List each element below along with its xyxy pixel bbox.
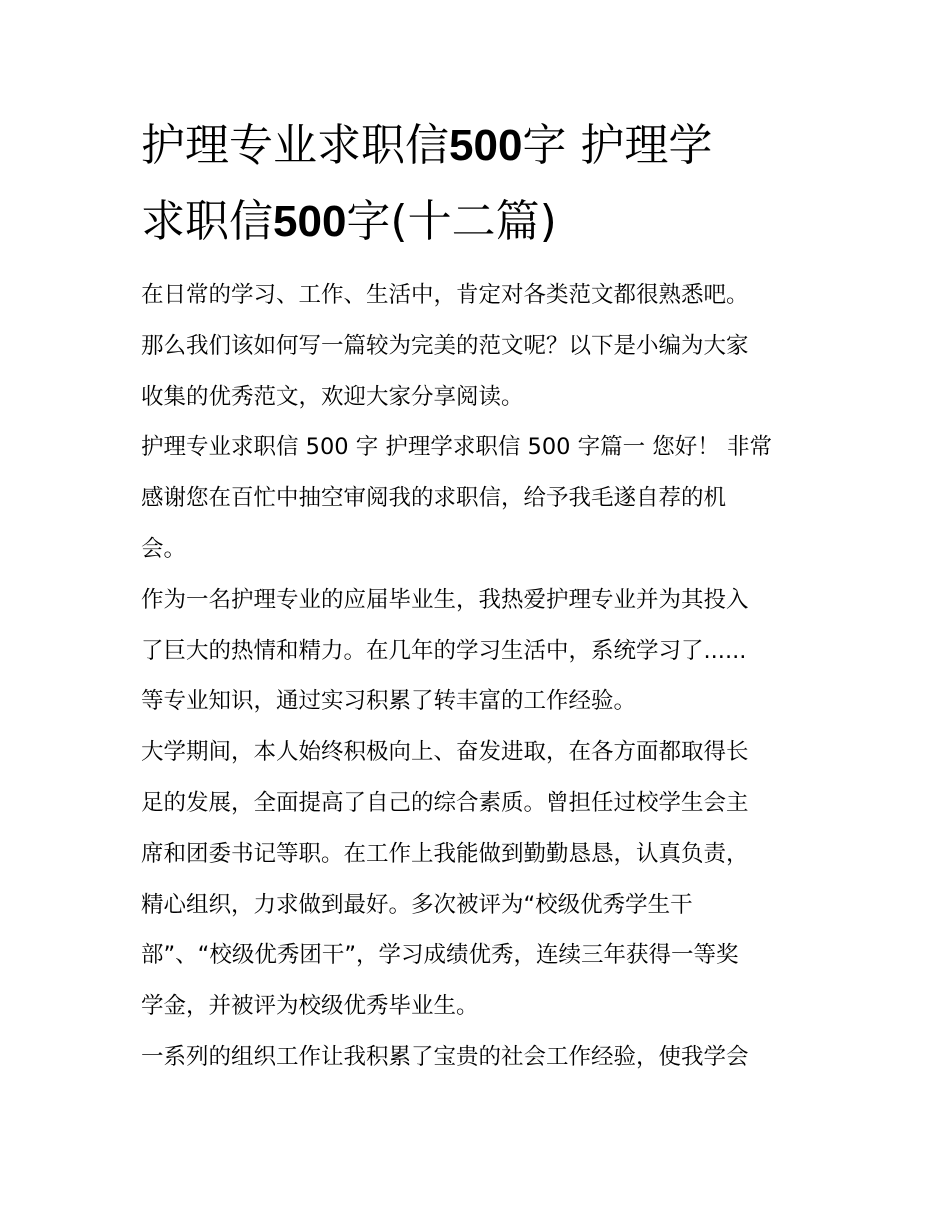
text-line: 感谢您在百忙中抽空审阅我的求职信，给予我毛遂自荐的机: [141, 485, 727, 512]
text-line: 学金，并被评为校级优秀毕业生。: [141, 993, 479, 1020]
text-line: 部”、“校级优秀团干”，学习成绩优秀，连续三年获得一等奖: [141, 942, 739, 969]
title-line: [141, 108, 821, 184]
title-text: 字 护理学: [522, 120, 713, 171]
text-line: 作为一名护理专业的应届毕业生，我热爱护理专业并为其投入: [141, 586, 749, 613]
document-title: [141, 108, 821, 260]
text-line: 席和团委书记等职。在工作上我能做到勤勤恳恳，认真负责，: [141, 840, 749, 867]
paragraph-intro: [141, 270, 821, 422]
title-text: 求职信: [141, 196, 273, 247]
title-number: 500: [273, 197, 347, 246]
paragraph-university: [141, 727, 821, 1032]
text-line: 一系列的组织工作让我积累了宝贵的社会工作经验，使我学会: [141, 1043, 749, 1070]
text-line: 了巨大的热情和精力。在几年的学习生活中，系统学习了......: [141, 637, 747, 664]
paragraph-experience: [141, 1032, 821, 1083]
title-line: [141, 184, 821, 260]
text-line: 精心组织，力求做到最好。多次被评为“校级优秀学生干: [141, 891, 693, 918]
text-line: 足的发展，全面提高了自己的综合素质。曾担任过校学生会主: [141, 789, 749, 816]
text-line: 大学期间，本人始终积极向上、奋发进取，在各方面都取得长: [141, 739, 749, 766]
document-content: [141, 108, 821, 1083]
document-body: [141, 270, 821, 1083]
text-line: 那么我们该如何写一篇较为完美的范文呢？以下是小编为大家: [141, 332, 749, 359]
title-number: 500: [449, 121, 523, 170]
text-line: 收集的优秀范文，欢迎大家分享阅读。: [141, 383, 524, 410]
text-line: 会。: [141, 535, 187, 562]
text-line: 护理专业求职信 500 字 护理学求职信 500 字篇一 您好！ 非常: [141, 434, 772, 461]
text-line: 在日常的学习、工作、生活中，肯定对各类范文都很熟悉吧。: [141, 282, 749, 308]
title-text: 字(十二篇): [346, 196, 557, 247]
paragraph-introduction-self: [141, 575, 821, 727]
title-text: 护理专业求职信: [141, 120, 449, 171]
text-line: 等专业知识，通过实习积累了转丰富的工作经验。: [141, 688, 637, 715]
paragraph-greeting: [141, 422, 821, 574]
